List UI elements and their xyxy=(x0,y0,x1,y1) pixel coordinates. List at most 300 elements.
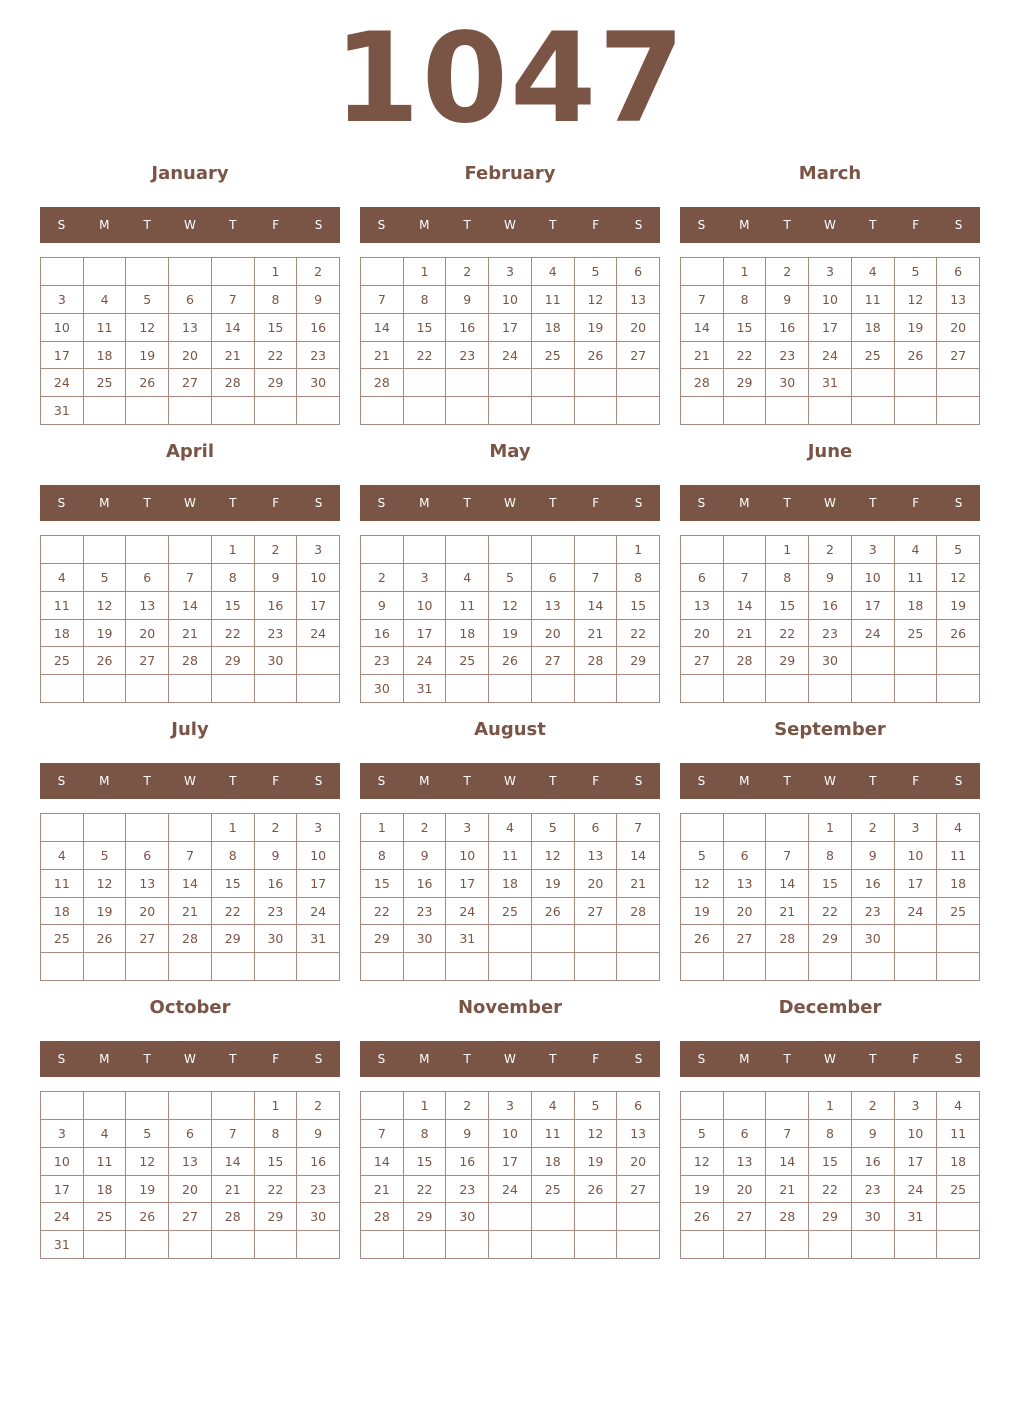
day-cell: 1 xyxy=(212,814,255,842)
weekday-header xyxy=(680,207,980,243)
day-cell: 30 xyxy=(255,647,298,675)
day-cell: 20 xyxy=(617,1148,660,1176)
day-cell: 16 xyxy=(297,1148,340,1176)
month-name: December xyxy=(778,997,882,1018)
day-cell: 17 xyxy=(404,620,447,648)
day-cell: 4 xyxy=(937,1092,980,1120)
weekday-label: M xyxy=(99,496,110,510)
day-cell: 19 xyxy=(681,898,724,926)
day-cell: 13 xyxy=(724,1148,767,1176)
day-cell: 30 xyxy=(852,925,895,953)
day-cell: 22 xyxy=(404,1176,447,1204)
day-cell: 27 xyxy=(126,647,169,675)
day-cell: 26 xyxy=(681,925,724,953)
day-cell: 27 xyxy=(681,647,724,675)
day-cell: 15 xyxy=(212,592,255,620)
day-cell: 25 xyxy=(84,369,127,397)
day-cell: 20 xyxy=(937,314,980,342)
day-cell: 24 xyxy=(297,620,340,648)
weekday-label: W xyxy=(504,1052,516,1066)
day-cell xyxy=(446,675,489,703)
day-cell: 6 xyxy=(724,842,767,870)
day-cell: 14 xyxy=(361,1148,404,1176)
day-cell: 4 xyxy=(532,258,575,286)
weekday-label: M xyxy=(739,774,750,788)
weekday-label: T xyxy=(143,496,151,510)
weekday-label: F xyxy=(912,496,920,510)
day-cell: 3 xyxy=(446,814,489,842)
weekday-label: S xyxy=(377,774,386,788)
day-cell: 22 xyxy=(724,342,767,370)
day-cell: 1 xyxy=(361,814,404,842)
day-cell xyxy=(297,397,340,425)
day-cell: 24 xyxy=(404,647,447,675)
month-name: October xyxy=(149,997,231,1018)
day-cell: 5 xyxy=(126,1120,169,1148)
day-cell xyxy=(84,536,127,564)
day-cell xyxy=(766,1092,809,1120)
day-cell: 27 xyxy=(724,925,767,953)
day-cell: 26 xyxy=(681,1203,724,1231)
day-cell: 29 xyxy=(617,647,660,675)
day-cell: 28 xyxy=(212,369,255,397)
day-cell: 11 xyxy=(937,842,980,870)
weekday-label: W xyxy=(184,774,196,788)
month-name: September xyxy=(774,719,886,740)
day-cell xyxy=(895,369,938,397)
weekday-label: S xyxy=(634,774,643,788)
day-cell: 5 xyxy=(575,1092,618,1120)
day-cell: 12 xyxy=(489,592,532,620)
day-cell: 30 xyxy=(766,369,809,397)
day-cell xyxy=(212,675,255,703)
day-cell: 20 xyxy=(575,870,618,898)
day-cell: 19 xyxy=(489,620,532,648)
weekday-label: S xyxy=(57,1052,66,1066)
weekday-label: M xyxy=(419,218,430,232)
day-cell: 23 xyxy=(297,1176,340,1204)
month-february xyxy=(360,158,660,426)
weekday-label: F xyxy=(272,774,280,788)
day-cell: 11 xyxy=(937,1120,980,1148)
weekday-label: T xyxy=(783,496,791,510)
weekday-label: T xyxy=(869,774,877,788)
day-cell: 12 xyxy=(681,1148,724,1176)
day-cell: 12 xyxy=(84,592,127,620)
day-cell: 19 xyxy=(84,620,127,648)
day-cell xyxy=(297,953,340,981)
day-cell: 26 xyxy=(895,342,938,370)
weekday-header xyxy=(360,1041,660,1077)
day-cell: 2 xyxy=(404,814,447,842)
day-cell: 9 xyxy=(255,842,298,870)
day-cell xyxy=(169,1231,212,1259)
day-cell xyxy=(489,397,532,425)
day-cell: 23 xyxy=(852,1176,895,1204)
day-cell xyxy=(446,397,489,425)
weekday-label: W xyxy=(504,774,516,788)
day-cell: 9 xyxy=(852,1120,895,1148)
day-cell: 4 xyxy=(446,564,489,592)
day-cell: 17 xyxy=(895,870,938,898)
day-cell xyxy=(489,925,532,953)
day-cell xyxy=(126,675,169,703)
weekday-label: T xyxy=(463,496,471,510)
day-cell: 7 xyxy=(681,286,724,314)
day-cell xyxy=(126,1092,169,1120)
months-grid xyxy=(40,158,980,1260)
day-cell xyxy=(937,1231,980,1259)
day-cell xyxy=(169,1092,212,1120)
days-grid xyxy=(360,1091,660,1259)
day-cell: 24 xyxy=(446,898,489,926)
day-cell: 19 xyxy=(126,342,169,370)
day-cell xyxy=(895,925,938,953)
day-cell: 29 xyxy=(809,925,852,953)
day-cell xyxy=(84,1231,127,1259)
year-title: 1047 xyxy=(333,7,687,151)
day-cell xyxy=(617,675,660,703)
day-cell: 7 xyxy=(212,1120,255,1148)
day-cell: 15 xyxy=(404,314,447,342)
day-cell: 13 xyxy=(575,842,618,870)
day-cell: 19 xyxy=(126,1176,169,1204)
day-cell: 14 xyxy=(766,870,809,898)
day-cell: 23 xyxy=(297,342,340,370)
day-cell: 14 xyxy=(169,592,212,620)
day-cell xyxy=(84,1092,127,1120)
day-cell: 31 xyxy=(41,397,84,425)
day-cell: 8 xyxy=(212,842,255,870)
day-cell xyxy=(852,1231,895,1259)
day-cell xyxy=(575,953,618,981)
day-cell: 19 xyxy=(937,592,980,620)
day-cell: 26 xyxy=(532,898,575,926)
day-cell: 1 xyxy=(809,1092,852,1120)
day-cell: 10 xyxy=(297,842,340,870)
day-cell: 10 xyxy=(489,286,532,314)
day-cell xyxy=(852,397,895,425)
weekday-label: F xyxy=(592,774,600,788)
day-cell: 15 xyxy=(617,592,660,620)
day-cell xyxy=(617,1203,660,1231)
weekday-label: S xyxy=(377,218,386,232)
day-cell: 8 xyxy=(766,564,809,592)
weekday-label: S xyxy=(377,1052,386,1066)
day-cell: 13 xyxy=(724,870,767,898)
weekday-label: T xyxy=(229,774,237,788)
weekday-label: F xyxy=(912,218,920,232)
day-cell: 7 xyxy=(617,814,660,842)
day-cell xyxy=(724,814,767,842)
day-cell: 4 xyxy=(852,258,895,286)
day-cell xyxy=(41,536,84,564)
month-may xyxy=(360,436,660,704)
day-cell: 21 xyxy=(212,1176,255,1204)
month-june xyxy=(680,436,980,704)
day-cell: 10 xyxy=(446,842,489,870)
day-cell: 18 xyxy=(852,314,895,342)
day-cell: 11 xyxy=(41,870,84,898)
day-cell: 19 xyxy=(681,1176,724,1204)
day-cell: 23 xyxy=(809,620,852,648)
day-cell: 7 xyxy=(575,564,618,592)
day-cell: 20 xyxy=(724,898,767,926)
day-cell: 23 xyxy=(255,620,298,648)
day-cell: 10 xyxy=(852,564,895,592)
days-grid xyxy=(40,535,340,703)
day-cell: 18 xyxy=(895,592,938,620)
weekday-label: W xyxy=(824,496,836,510)
day-cell xyxy=(489,953,532,981)
weekday-label: T xyxy=(549,774,557,788)
day-cell: 25 xyxy=(532,1176,575,1204)
day-cell: 7 xyxy=(361,286,404,314)
day-cell: 5 xyxy=(937,536,980,564)
day-cell: 4 xyxy=(895,536,938,564)
day-cell xyxy=(169,536,212,564)
day-cell xyxy=(532,369,575,397)
day-cell: 19 xyxy=(532,870,575,898)
day-cell: 14 xyxy=(169,870,212,898)
day-cell: 14 xyxy=(212,1148,255,1176)
day-cell: 6 xyxy=(169,1120,212,1148)
day-cell: 17 xyxy=(41,1176,84,1204)
day-cell: 7 xyxy=(169,564,212,592)
weekday-label: T xyxy=(143,218,151,232)
weekday-label: W xyxy=(504,218,516,232)
day-cell xyxy=(852,369,895,397)
day-cell: 24 xyxy=(297,898,340,926)
day-cell: 26 xyxy=(84,925,127,953)
weekday-label: T xyxy=(549,496,557,510)
day-cell xyxy=(937,675,980,703)
day-cell xyxy=(169,675,212,703)
weekday-header xyxy=(40,207,340,243)
day-cell xyxy=(532,953,575,981)
day-cell xyxy=(489,536,532,564)
day-cell: 1 xyxy=(724,258,767,286)
day-cell: 16 xyxy=(809,592,852,620)
day-cell xyxy=(84,814,127,842)
day-cell: 2 xyxy=(297,1092,340,1120)
day-cell: 6 xyxy=(575,814,618,842)
day-cell xyxy=(255,1231,298,1259)
weekday-label: W xyxy=(504,496,516,510)
day-cell xyxy=(212,1231,255,1259)
day-cell: 18 xyxy=(532,314,575,342)
day-cell: 22 xyxy=(809,898,852,926)
day-cell: 30 xyxy=(809,647,852,675)
day-cell xyxy=(681,814,724,842)
day-cell: 3 xyxy=(41,1120,84,1148)
day-cell xyxy=(41,258,84,286)
day-cell: 11 xyxy=(895,564,938,592)
day-cell: 28 xyxy=(575,647,618,675)
day-cell: 21 xyxy=(575,620,618,648)
month-name: June xyxy=(807,441,853,462)
day-cell: 8 xyxy=(809,842,852,870)
day-cell: 17 xyxy=(297,592,340,620)
day-cell: 21 xyxy=(681,342,724,370)
weekday-header xyxy=(40,485,340,521)
day-cell: 13 xyxy=(169,314,212,342)
month-april xyxy=(40,436,340,704)
day-cell: 3 xyxy=(895,1092,938,1120)
day-cell: 3 xyxy=(489,258,532,286)
day-cell: 18 xyxy=(41,620,84,648)
day-cell: 21 xyxy=(212,342,255,370)
day-cell: 11 xyxy=(446,592,489,620)
day-cell: 12 xyxy=(532,842,575,870)
day-cell xyxy=(126,814,169,842)
day-cell: 9 xyxy=(361,592,404,620)
month-name: July xyxy=(171,719,209,740)
day-cell: 7 xyxy=(766,842,809,870)
day-cell: 5 xyxy=(84,564,127,592)
day-cell: 5 xyxy=(895,258,938,286)
day-cell: 6 xyxy=(617,258,660,286)
day-cell: 23 xyxy=(852,898,895,926)
weekday-label: S xyxy=(377,496,386,510)
day-cell: 7 xyxy=(169,842,212,870)
day-cell xyxy=(41,953,84,981)
day-cell xyxy=(766,814,809,842)
weekday-label: S xyxy=(57,496,66,510)
month-july xyxy=(40,714,340,982)
weekday-label: T xyxy=(229,1052,237,1066)
day-cell xyxy=(724,953,767,981)
day-cell xyxy=(895,1231,938,1259)
day-cell: 23 xyxy=(766,342,809,370)
day-cell: 25 xyxy=(41,647,84,675)
day-cell: 15 xyxy=(361,870,404,898)
day-cell xyxy=(212,953,255,981)
day-cell: 22 xyxy=(766,620,809,648)
day-cell xyxy=(489,1203,532,1231)
day-cell: 9 xyxy=(809,564,852,592)
weekday-label: S xyxy=(697,774,706,788)
day-cell xyxy=(937,369,980,397)
weekday-label: S xyxy=(634,496,643,510)
day-cell xyxy=(255,397,298,425)
day-cell xyxy=(575,925,618,953)
weekday-label: T xyxy=(143,774,151,788)
day-cell: 28 xyxy=(724,647,767,675)
weekday-label: F xyxy=(272,1052,280,1066)
day-cell: 15 xyxy=(255,1148,298,1176)
day-cell: 23 xyxy=(446,342,489,370)
day-cell: 17 xyxy=(852,592,895,620)
day-cell xyxy=(852,647,895,675)
day-cell: 8 xyxy=(255,1120,298,1148)
day-cell: 12 xyxy=(681,870,724,898)
day-cell: 3 xyxy=(297,814,340,842)
day-cell xyxy=(446,1231,489,1259)
day-cell xyxy=(766,397,809,425)
day-cell: 9 xyxy=(766,286,809,314)
day-cell xyxy=(169,397,212,425)
day-cell xyxy=(41,675,84,703)
day-cell: 11 xyxy=(532,1120,575,1148)
weekday-label: M xyxy=(739,1052,750,1066)
day-cell: 18 xyxy=(84,342,127,370)
day-cell xyxy=(126,953,169,981)
day-cell xyxy=(937,925,980,953)
day-cell: 15 xyxy=(809,1148,852,1176)
day-cell: 18 xyxy=(41,898,84,926)
day-cell xyxy=(937,953,980,981)
day-cell: 1 xyxy=(255,1092,298,1120)
day-cell: 14 xyxy=(766,1148,809,1176)
day-cell xyxy=(724,397,767,425)
day-cell: 21 xyxy=(766,898,809,926)
day-cell: 14 xyxy=(575,592,618,620)
day-cell: 16 xyxy=(297,314,340,342)
day-cell: 22 xyxy=(361,898,404,926)
day-cell xyxy=(809,397,852,425)
day-cell: 30 xyxy=(361,675,404,703)
month-december xyxy=(680,992,980,1260)
day-cell: 28 xyxy=(361,369,404,397)
weekday-label: F xyxy=(272,496,280,510)
day-cell: 25 xyxy=(937,898,980,926)
day-cell xyxy=(212,258,255,286)
weekday-label: W xyxy=(824,218,836,232)
weekday-label: S xyxy=(314,1052,323,1066)
day-cell: 16 xyxy=(255,870,298,898)
day-cell xyxy=(681,953,724,981)
day-cell: 22 xyxy=(404,342,447,370)
day-cell: 24 xyxy=(41,1203,84,1231)
day-cell: 13 xyxy=(126,870,169,898)
day-cell xyxy=(169,258,212,286)
day-cell xyxy=(809,675,852,703)
day-cell: 30 xyxy=(297,1203,340,1231)
day-cell xyxy=(361,1092,404,1120)
day-cell: 31 xyxy=(297,925,340,953)
day-cell: 5 xyxy=(489,564,532,592)
day-cell: 9 xyxy=(446,286,489,314)
days-grid xyxy=(40,813,340,981)
day-cell: 15 xyxy=(809,870,852,898)
day-cell: 27 xyxy=(575,898,618,926)
day-cell: 18 xyxy=(532,1148,575,1176)
day-cell: 10 xyxy=(297,564,340,592)
day-cell: 12 xyxy=(126,1148,169,1176)
day-cell: 12 xyxy=(126,314,169,342)
weekday-label: F xyxy=(592,1052,600,1066)
day-cell: 19 xyxy=(575,1148,618,1176)
day-cell: 17 xyxy=(446,870,489,898)
day-cell: 27 xyxy=(937,342,980,370)
day-cell: 18 xyxy=(489,870,532,898)
day-cell: 24 xyxy=(895,1176,938,1204)
day-cell: 28 xyxy=(169,925,212,953)
day-cell: 30 xyxy=(852,1203,895,1231)
day-cell: 27 xyxy=(724,1203,767,1231)
day-cell: 3 xyxy=(852,536,895,564)
day-cell: 6 xyxy=(617,1092,660,1120)
day-cell: 15 xyxy=(404,1148,447,1176)
day-cell: 25 xyxy=(895,620,938,648)
day-cell xyxy=(852,675,895,703)
day-cell: 6 xyxy=(126,842,169,870)
day-cell: 4 xyxy=(489,814,532,842)
day-cell: 6 xyxy=(532,564,575,592)
day-cell: 20 xyxy=(126,898,169,926)
day-cell: 21 xyxy=(169,898,212,926)
